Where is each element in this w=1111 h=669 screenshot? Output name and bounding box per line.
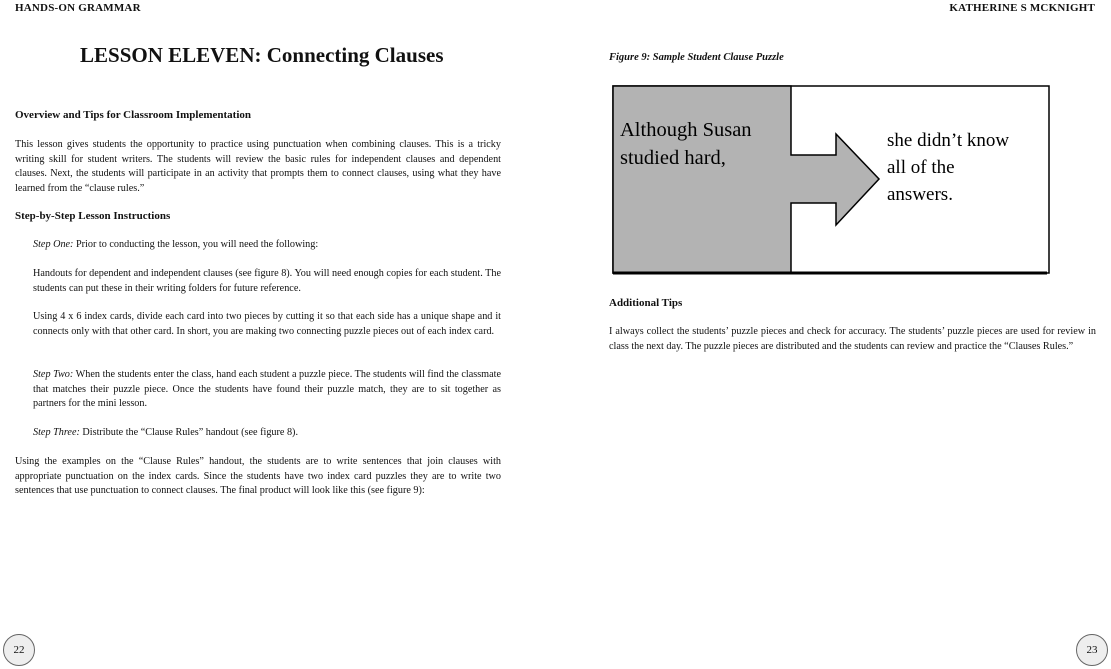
puzzle-right-line3: answers. [887, 184, 953, 205]
step-two-paragraph [33, 368, 501, 412]
closing-paragraph: Using the examples on the “Clause Rules” handout, the students are to write sentences that join clauses with appropriate punctuation on the index cards. Since the students have two index card puzzles they are to write two sentences that use punctuation to connect clauses. The final product will look like this (see figure 9): [15, 456, 501, 496]
additional-tips-heading: Additional Tips [609, 297, 683, 309]
page-number-left: 22 [3, 634, 35, 666]
step-three-text: Distribute the “Clause Rules” handout (see figure 8). [79, 427, 298, 438]
step-one-text: Prior to conducting the lesson, you will need the following: [73, 239, 319, 250]
step-one-label: Step One: [33, 239, 74, 250]
steps-heading: Step-by-Step Lesson Instructions [15, 210, 171, 222]
lesson-title: LESSON ELEVEN: Connecting Clauses [80, 43, 444, 67]
puzzle-left-line1: Although Susan [620, 119, 752, 141]
running-header-left: HANDS-ON GRAMMAR [15, 2, 141, 14]
step-two-label: Step Two: [33, 369, 74, 380]
page-number-right: 23 [1076, 634, 1108, 666]
step-one-paragraph [33, 238, 501, 253]
step-three-label: Step Three: [33, 427, 80, 438]
overview-heading: Overview and Tips for Classroom Implementation [15, 109, 252, 121]
puzzle-left-line2: studied hard, [620, 147, 726, 169]
clause-puzzle-figure [611, 84, 1051, 278]
step-two-text: When the students enter the class, hand each student a puzzle piece. The students will find the classmate that matches their puzzle piece. Once the students have found their puzzle match, they are to sit together as partners for the mini lesson. [33, 369, 501, 409]
puzzle-right-line2: all of the [887, 157, 955, 178]
index-cards-paragraph: Using 4 x 6 index cards, divide each card into two pieces by cutting it so that each side has a unique shape and it connects only with that other card. In short, you are making two connecting puzzle pieces out of each index card. [33, 311, 501, 337]
additional-tips-paragraph: I always collect the students’ puzzle pieces and check for accuracy. The students’ puzzle pieces are used for review in class the next day. The puzzle pieces are distributed and the students can review and practice the “Clauses Rules.” [609, 326, 1096, 352]
puzzle-right-line1: she didn’t know [887, 130, 1010, 151]
handouts-paragraph: Handouts for dependent and independent clauses (see figure 8). You will need enough copies for each student. The students can put these in their writing folders for future reference. [33, 268, 501, 294]
overview-paragraph: This lesson gives students the opportunity to practice using punctuation when combining clauses. This is a tricky writing skill for student writers. The students will review the basic rules for independent clauses and dependent clauses. Next, the students will participate in an activity that prompts them to connect clauses, using what they have learned from the “clause rules.” [15, 139, 501, 194]
step-three-paragraph [33, 426, 501, 441]
figure-caption: Figure 9: Sample Student Clause Puzzle [609, 52, 784, 63]
running-header-right: KATHERINE S MCKNIGHT [949, 2, 1095, 14]
